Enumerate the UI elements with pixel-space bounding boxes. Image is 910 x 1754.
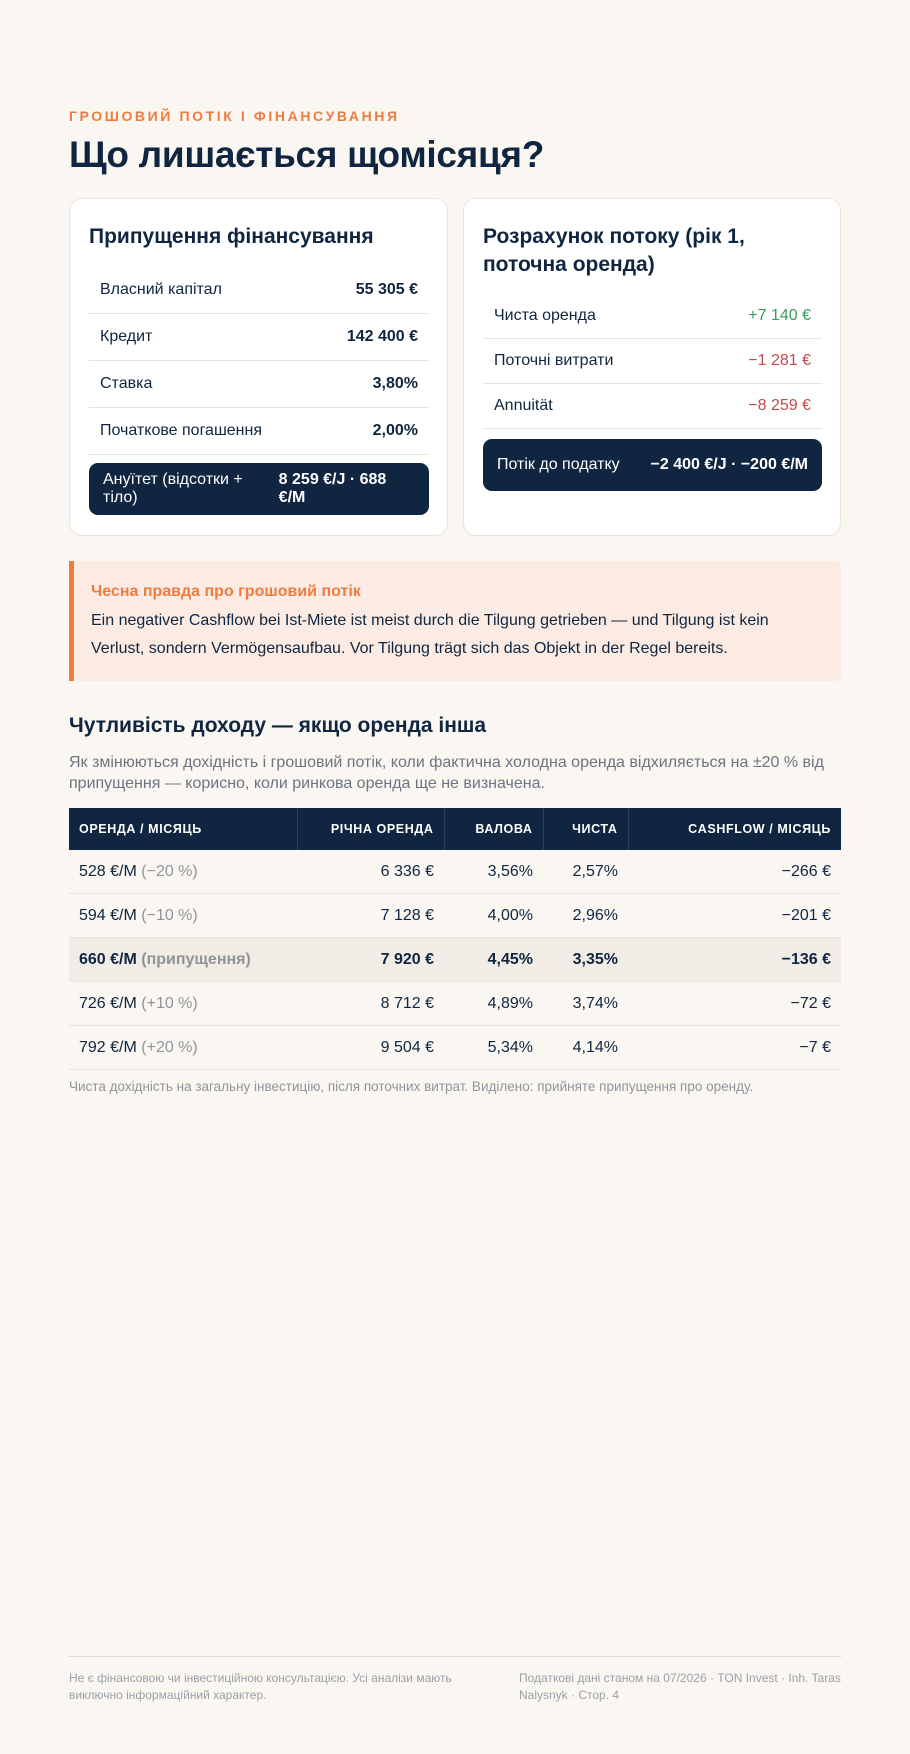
table-row-highlighted xyxy=(69,938,841,982)
annuity-summary xyxy=(89,463,429,515)
column-header-rent: ОРЕНДА / МІСЯЦЬ xyxy=(69,808,297,850)
financing-card xyxy=(69,198,448,536)
cell-cashflow: −136 € xyxy=(628,938,841,982)
column-header-net: ЧИСТА xyxy=(543,808,628,850)
table-row xyxy=(69,1026,841,1070)
callout-body: Ein negativer Cashflow bei Ist-Miete ist meist durch die Tilgung getrieben — und Tilgung ist kein Verlust, sondern Vermögensaufbau. Vor Tilgung trägt sich das Objekt in der Regel bereits. xyxy=(91,612,769,657)
cell-rent xyxy=(69,1026,297,1070)
financing-row-rate xyxy=(89,361,429,408)
cashflow-row-annuity xyxy=(483,384,822,429)
footer-meta: Податкові дані станом на 07/2026 · TON Invest · Inh. Taras Nalysnyk · Стор. 4 xyxy=(519,1671,841,1702)
financing-card-title: Припущення фінансування xyxy=(89,225,374,248)
cell-net: 4,14% xyxy=(543,1026,628,1070)
row-label: Початкове погашення xyxy=(100,422,263,439)
cashflow-rows xyxy=(483,294,822,429)
table-header-row xyxy=(69,808,841,850)
rent-delta: (припущення) xyxy=(141,950,251,968)
financing-row-equity xyxy=(89,267,429,314)
rent-delta: (+20 %) xyxy=(141,1038,198,1056)
row-label: Ставка xyxy=(100,375,153,392)
rent-delta: (−10 %) xyxy=(141,906,198,924)
financing-rows xyxy=(89,267,429,455)
cell-net: 2,57% xyxy=(543,850,628,894)
cashflow-card-title: Розрахунок потоку (рік 1, поточна оренда) xyxy=(483,225,745,276)
cell-annual-rent: 8 712 € xyxy=(297,982,444,1026)
cashflow-summary xyxy=(483,439,822,491)
financing-row-repayment xyxy=(89,408,429,455)
sensitivity-description: Як змінюються дохідність і грошовий потік, коли фактична холодна оренда відхиляється на ±20 % від припущення — корисно, коли ринкова оренда ще не визначена. xyxy=(69,754,824,792)
rent-value: 528 €/M xyxy=(79,862,137,880)
page-title: Що лишається щомісяця? xyxy=(69,134,544,175)
cell-rent xyxy=(69,938,297,982)
cell-cashflow: −7 € xyxy=(628,1026,841,1070)
section-kicker: ГРОШОВИЙ ПОТІК І ФІНАНСУВАННЯ xyxy=(69,108,400,124)
summary-value: −2 400 €/J · −200 €/M xyxy=(650,456,808,473)
rent-value: 726 €/M xyxy=(79,994,137,1012)
cashflow-row-net-rent xyxy=(483,294,822,339)
cell-net: 3,35% xyxy=(543,938,628,982)
row-label: Поточні витрати xyxy=(494,352,614,369)
table-row xyxy=(69,894,841,938)
column-header-gross: ВАЛОВА xyxy=(444,808,543,850)
cell-annual-rent: 7 920 € xyxy=(297,938,444,982)
summary-label: Потік до податку xyxy=(497,456,620,473)
cell-gross: 4,45% xyxy=(444,938,543,982)
row-value: −1 281 € xyxy=(748,352,811,369)
cashflow-callout xyxy=(69,561,841,681)
column-header-cashflow: CASHFLOW / МІСЯЦЬ xyxy=(628,808,841,850)
cell-annual-rent: 6 336 € xyxy=(297,850,444,894)
rent-delta: (+10 %) xyxy=(141,994,198,1012)
table-footnote: Чиста дохідність на загальну інвестицію, після поточних витрат. Виділено: прийняте припущення про оренду. xyxy=(69,1079,754,1094)
cell-annual-rent: 9 504 € xyxy=(297,1026,444,1070)
footer-disclaimer: Не є фінансовою чи інвестиційною консультацією. Усі аналізи мають виключно інформаційний характер. xyxy=(69,1671,452,1702)
row-value: −8 259 € xyxy=(748,397,811,414)
cell-annual-rent: 7 128 € xyxy=(297,894,444,938)
row-label: Власний капітал xyxy=(100,281,222,298)
row-value: 3,80% xyxy=(372,375,418,392)
financing-row-loan xyxy=(89,314,429,361)
cell-cashflow: −72 € xyxy=(628,982,841,1026)
cell-net: 2,96% xyxy=(543,894,628,938)
row-value: 2,00% xyxy=(372,422,418,439)
sensitivity-title: Чутливість доходу — якщо оренда інша xyxy=(69,714,487,737)
row-label: Кредит xyxy=(100,328,153,345)
rent-value: 660 €/M xyxy=(79,950,137,968)
rent-value: 792 €/M xyxy=(79,1038,137,1056)
table-row xyxy=(69,982,841,1026)
footer-divider xyxy=(69,1656,841,1657)
cell-gross: 5,34% xyxy=(444,1026,543,1070)
row-value: +7 140 € xyxy=(748,307,811,324)
row-value: 142 400 € xyxy=(346,328,418,345)
cell-cashflow: −201 € xyxy=(628,894,841,938)
cashflow-card xyxy=(463,198,841,536)
sensitivity-table xyxy=(69,808,841,1070)
cell-cashflow: −266 € xyxy=(628,850,841,894)
cell-net: 3,74% xyxy=(543,982,628,1026)
cell-gross: 4,00% xyxy=(444,894,543,938)
cell-gross: 3,56% xyxy=(444,850,543,894)
row-label: Чиста оренда xyxy=(494,307,596,324)
cell-rent xyxy=(69,850,297,894)
cell-rent xyxy=(69,894,297,938)
cell-rent xyxy=(69,982,297,1026)
table-row xyxy=(69,850,841,894)
cell-gross: 4,89% xyxy=(444,982,543,1026)
callout-title: Чесна правда про грошовий потік xyxy=(91,583,361,600)
summary-value: 8 259 €/J · 688 €/M xyxy=(278,471,387,506)
column-header-annual-rent: РІЧНА ОРЕНДА xyxy=(297,808,444,850)
row-value: 55 305 € xyxy=(355,281,418,298)
rent-delta: (−20 %) xyxy=(141,862,198,880)
row-label: Annuität xyxy=(494,397,553,414)
cashflow-row-running-costs xyxy=(483,339,822,384)
summary-label: Ануїтет (відсотки + тіло) xyxy=(103,471,243,506)
rent-value: 594 €/M xyxy=(79,906,137,924)
